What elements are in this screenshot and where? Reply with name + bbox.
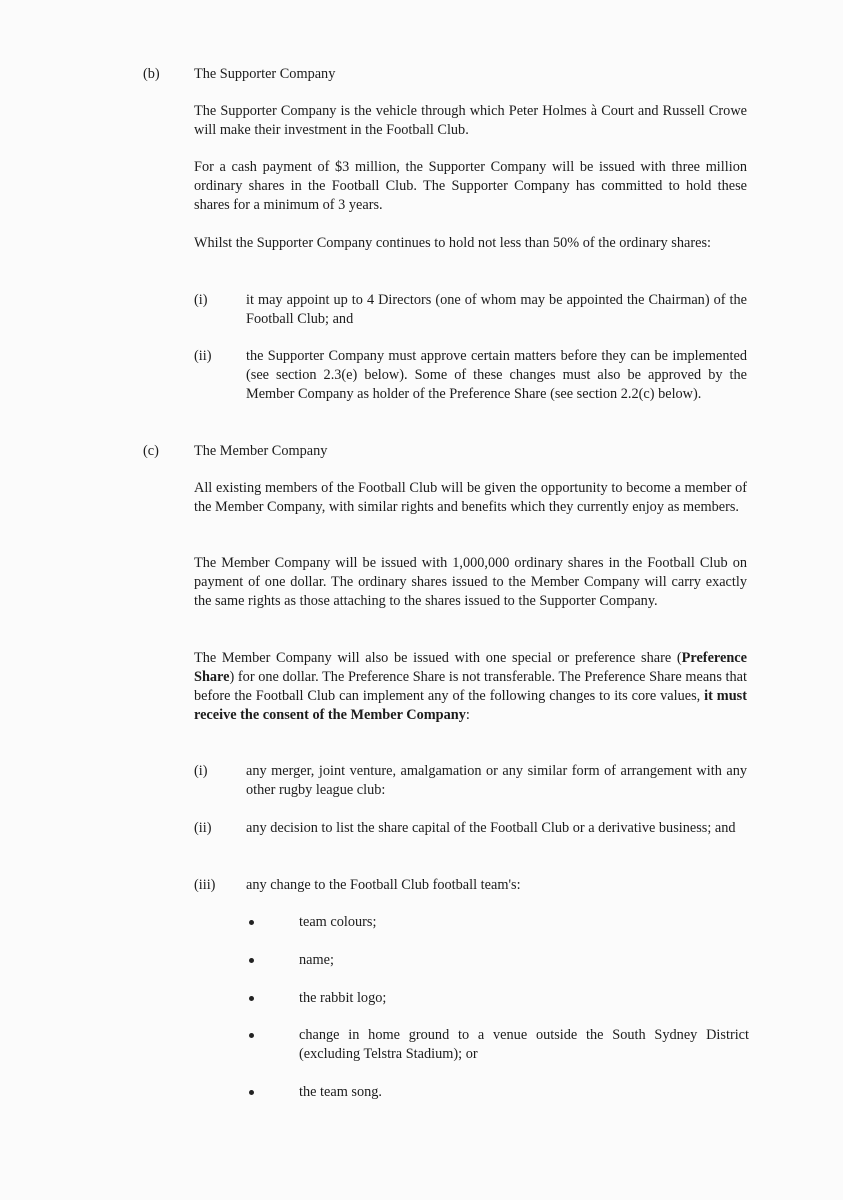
section-b-para-3: Whilst the Supporter Company continues to hold not less than 50% of the ordinary shares: (194, 235, 711, 251)
bullet-icon (249, 958, 254, 963)
section-c-item-text: any decision to list the share capital of the Football Club or a derivative business; and (246, 820, 736, 836)
section-c-marker: (c) (143, 443, 159, 459)
defined-term: Preference Share (194, 650, 747, 685)
bullet-icon (249, 920, 254, 925)
para-text: The Member Company will also be issued with one special or preference share ( (194, 650, 682, 666)
section-b-marker: (b) (143, 66, 160, 82)
section-b-item-text: it may appoint up to 4 Directors (one of whom may be appointed the Chairman) of the Football Club; and (246, 292, 747, 327)
bullet-icon (249, 1090, 254, 1095)
bullet-item: change in home ground to a venue outside the South Sydney District (excluding Telstra Stadium); or (299, 1027, 749, 1062)
section-b-item-text: the Supporter Company must approve certain matters before they can be implemented (see section 2.3(e) below). Some of these changes must also be approved by the Member Company as holder of the Preference Share (see section 2.2(c) below). (246, 348, 747, 402)
para-text: ) for one dollar. The Preference Share is not transferable. The Preference Share means that before the Football Club can implement any of the following changes to its core values, (194, 669, 747, 704)
bullet-item: the rabbit logo; (299, 990, 387, 1006)
section-b-para-1: The Supporter Company is the vehicle through which Peter Holmes à Court and Russell Crowe will make their investment in the Football Club. (194, 103, 747, 138)
section-c-item-text: any merger, joint venture, amalgamation or any similar form of arrangement with any other rugby league club: (246, 763, 747, 798)
section-c-item-marker: (iii) (194, 877, 216, 893)
section-c-heading: The Member Company (194, 443, 328, 459)
section-c-para-2: The Member Company will be issued with 1,000,000 ordinary shares in the Football Club on payment of one dollar. The ordinary shares issued to the Member Company will carry exactly the same rights as those attaching to the shares issued to the Supporter Company. (194, 555, 747, 609)
section-b-para-2: For a cash payment of $3 million, the Supporter Company will be issued with three million ordinary shares in the Football Club. The Supporter Company has committed to hold these shares for a minimum of 3 years. (194, 159, 747, 213)
section-c-item-text: any change to the Football Club football team's: (246, 877, 521, 893)
para-text: : (465, 707, 470, 723)
bullet-icon (249, 996, 254, 1001)
bullet-icon (249, 1033, 254, 1038)
section-c-para-3 (194, 649, 747, 725)
section-c-item-marker: (i) (194, 763, 208, 779)
section-b-item-marker: (i) (194, 292, 208, 308)
bullet-item: the team song. (299, 1084, 382, 1100)
bullet-item: team colours; (299, 914, 377, 930)
section-c-item-marker: (ii) (194, 820, 212, 836)
section-b-item-marker: (ii) (194, 348, 212, 364)
emphasis-text: it must receive the consent of the Member Company (194, 688, 747, 723)
bullet-item: name; (299, 952, 334, 968)
section-c-para-1: All existing members of the Football Club will be given the opportunity to become a member of the Member Company, with similar rights and benefits which they currently enjoy as members. (194, 480, 747, 515)
section-b-heading: The Supporter Company (194, 66, 336, 82)
